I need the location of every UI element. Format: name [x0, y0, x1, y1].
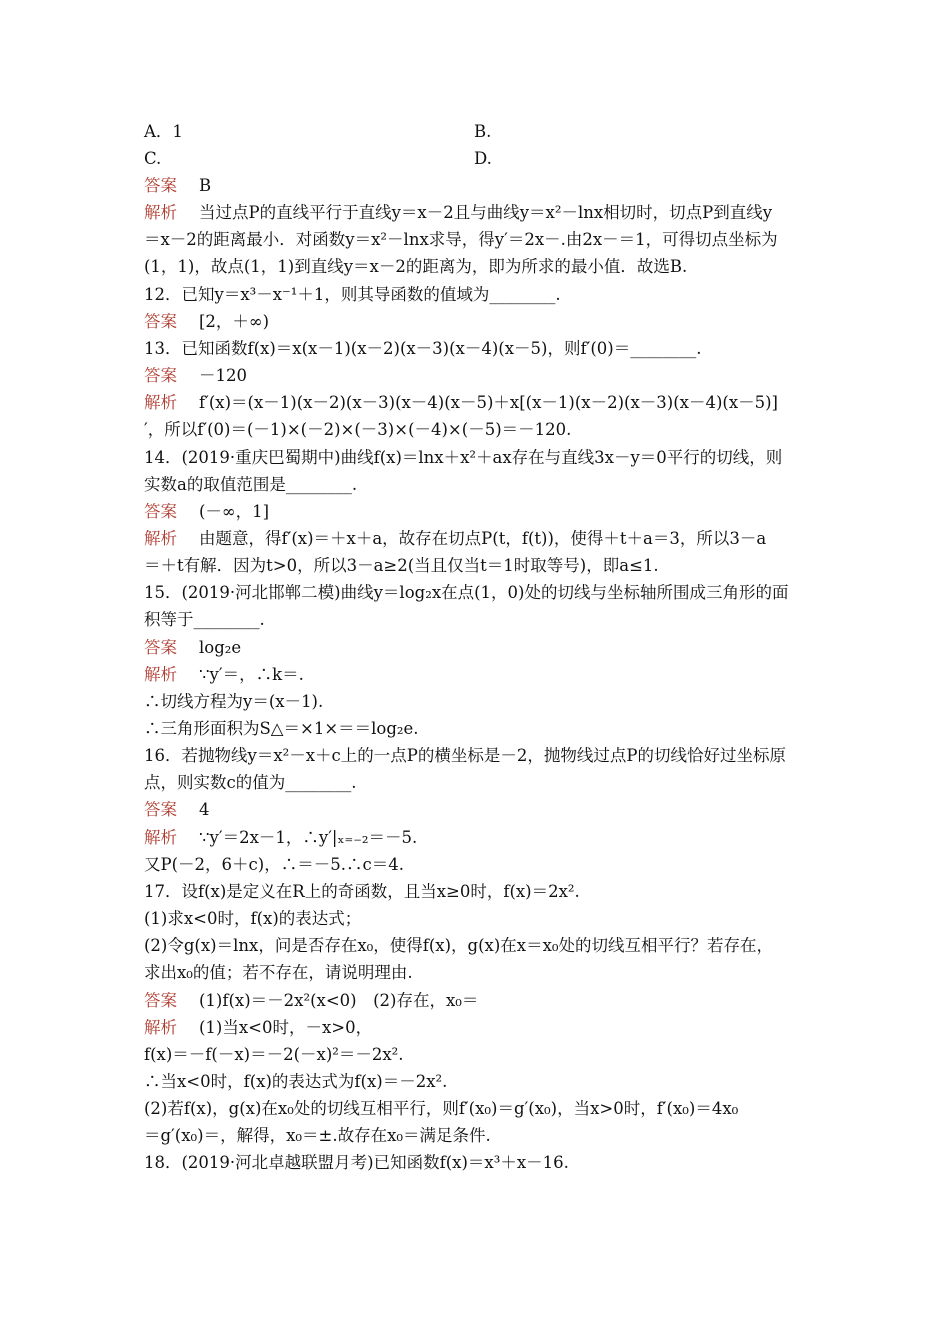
option-d: D.	[474, 149, 492, 168]
text-line	[144, 176, 211, 196]
line-text: 点，则实数c的值为________.	[144, 773, 357, 793]
text-line	[144, 420, 571, 440]
answer-label: 答案	[144, 800, 177, 820]
text-line	[144, 746, 786, 766]
text-line	[144, 1018, 372, 1038]
text-line	[144, 936, 773, 956]
text-line	[144, 828, 417, 848]
line-text: 积等于________.	[144, 610, 265, 630]
line-text: 求出x₀的值；若不存在，请说明理由.	[144, 963, 413, 983]
text-line	[144, 475, 357, 495]
line-text: ＝x－2的距离最小．对函数y＝x²－lnx求导，得y′＝2x－.由2x－＝1，可得切点坐标为	[144, 230, 778, 250]
line-text: 15．(2019·河北邯郸二模)曲线y＝log₂x在点(1，0)处的切线与坐标轴所围成三角形的面	[144, 583, 789, 603]
line-text: (2)若f(x)，g(x)在x₀处的切线互相平行，则f′(x₀)＝g′(x₀)，当x>0时，f′(x₀)＝4x₀	[144, 1099, 739, 1119]
answer-label: 答案	[144, 637, 177, 657]
text-line	[144, 800, 210, 820]
text-line	[144, 963, 413, 983]
text-line	[144, 339, 701, 359]
text-line	[144, 312, 269, 332]
option-a: A．1	[144, 122, 183, 141]
text-line	[144, 448, 782, 468]
text-line	[144, 583, 789, 603]
line-text: 又P(－2，6＋c)，∴＝－5.∴c＝4.	[144, 854, 404, 874]
text-line	[144, 882, 580, 902]
text-line	[144, 285, 561, 305]
text-line	[144, 1126, 491, 1146]
line-text: ∴切线方程为y＝(x－1).	[144, 691, 324, 711]
text-line	[144, 855, 404, 875]
line-text: ＝g′(x₀)＝，解得，x₀＝±.故存在x₀＝满足条件.	[144, 1126, 491, 1146]
line-text: ＝＋t有解．因为t>0，所以3－a≥2(当且仅当t＝1时取等号)，即a≤1.	[144, 556, 659, 576]
line-text: 当过点P的直线平行于直线y＝x－2且与曲线y＝x²－lnx相切时，切点P到直线y	[199, 203, 773, 223]
line-text: 实数a的取值范围是________.	[144, 474, 358, 494]
line-text: f′(x)＝(x－1)(x－2)(x－3)(x－4)(x－5)＋x[(x－1)(x－2)(x－3)(x－4)(x－5)]	[199, 393, 778, 413]
text-line	[144, 719, 419, 739]
line-text: ∵y′＝2x－1，∴y′|ₓ₌₋₂＝－5.	[199, 827, 418, 847]
analysis-label: 解析	[144, 393, 177, 413]
line-text: (1)求x<0时，f(x)的表达式；	[144, 909, 362, 929]
answer-label: 答案	[144, 501, 177, 521]
option-b: B.	[474, 122, 492, 141]
line-text: log₂e	[199, 637, 242, 657]
text-line	[144, 257, 687, 277]
text-line	[144, 556, 659, 576]
text-line	[144, 1045, 404, 1065]
answer-label: 答案	[144, 366, 177, 386]
line-text: 16．若抛物线y＝x²－x＋c上的一点P的横坐标是－2，抛物线过点P的切线恰好过坐标原	[144, 746, 786, 766]
line-text: B	[199, 176, 212, 195]
text-line	[144, 773, 357, 793]
line-text: 由题意，得f′(x)＝＋x＋a，故存在切点P(t，f(t))，使得＋t＋a＝3，所以3－a	[199, 528, 767, 548]
text-line	[144, 1099, 738, 1119]
text-line	[144, 1153, 569, 1173]
line-text: f(x)＝－f(－x)＝－2(－x)²＝－2x².	[144, 1044, 404, 1064]
line-text: 4	[199, 800, 210, 820]
answer-label: 答案	[144, 176, 177, 195]
analysis-label: 解析	[144, 827, 177, 847]
text-line	[144, 638, 241, 658]
line-text: 13．已知函数f(x)＝x(x－1)(x－2)(x－3)(x－4)(x－5)，则f′(0)＝________.	[144, 338, 702, 358]
line-text: 18．(2019·河北卓越联盟月考)已知函数f(x)＝x³＋x－16.	[144, 1153, 569, 1173]
analysis-label: 解析	[144, 664, 177, 684]
line-text: 12．已知y＝x³－x⁻¹＋1，则其导函数的值域为________.	[144, 284, 561, 304]
analysis-label: 解析	[144, 203, 177, 223]
line-text: ∴三角形面积为S△＝×1×＝＝log₂e.	[144, 719, 419, 738]
text-line	[144, 529, 766, 549]
analysis-label: 解析	[144, 528, 177, 548]
line-text: －120	[199, 366, 247, 386]
text-line	[144, 502, 269, 522]
line-text: (－∞，1]	[199, 501, 270, 521]
line-text: (1，1)，故点(1，1)到直线y＝x－2的距离为，即为所求的最小值．故选B.	[144, 257, 688, 277]
line-text: ∴当x<0时，f(x)的表达式为f(x)＝－2x².	[144, 1071, 448, 1091]
line-text: (1)f(x)＝－2x²(x<0) (2)存在，x₀＝	[199, 990, 479, 1010]
text-line	[144, 665, 304, 685]
line-text: 14．(2019·重庆巴蜀期中)曲线f(x)＝lnx＋x²＋ax存在与直线3x－y＝0平行的切线，则	[144, 447, 783, 467]
text-line	[144, 393, 778, 413]
analysis-label: 解析	[144, 1017, 177, 1037]
line-text: ′，所以f′(0)＝(－1)×(－2)×(－3)×(－4)×(－5)＝－120.	[144, 420, 572, 440]
line-text: (1)当x<0时，－x>0，	[199, 1017, 373, 1037]
text-line	[144, 366, 247, 386]
text-line	[144, 909, 361, 929]
text-line	[144, 230, 778, 250]
text-line	[144, 1072, 447, 1092]
text-line	[144, 203, 772, 223]
text-line	[144, 692, 323, 712]
line-text: 17．设f(x)是定义在R上的奇函数，且当x≥0时，f(x)＝2x².	[144, 881, 580, 901]
text-line	[144, 610, 265, 630]
line-text: (2)令g(x)＝lnx，问是否存在x₀，使得f(x)，g(x)在x＝x₀处的切线互相平行？若存在，	[144, 936, 773, 956]
line-text: [2，＋∞)	[199, 311, 270, 331]
answer-label: 答案	[144, 311, 177, 331]
text-line	[144, 991, 478, 1011]
answer-label: 答案	[144, 990, 177, 1010]
line-text: ∵y′＝，∴k＝.	[199, 664, 304, 684]
option-c: C.	[144, 149, 162, 168]
